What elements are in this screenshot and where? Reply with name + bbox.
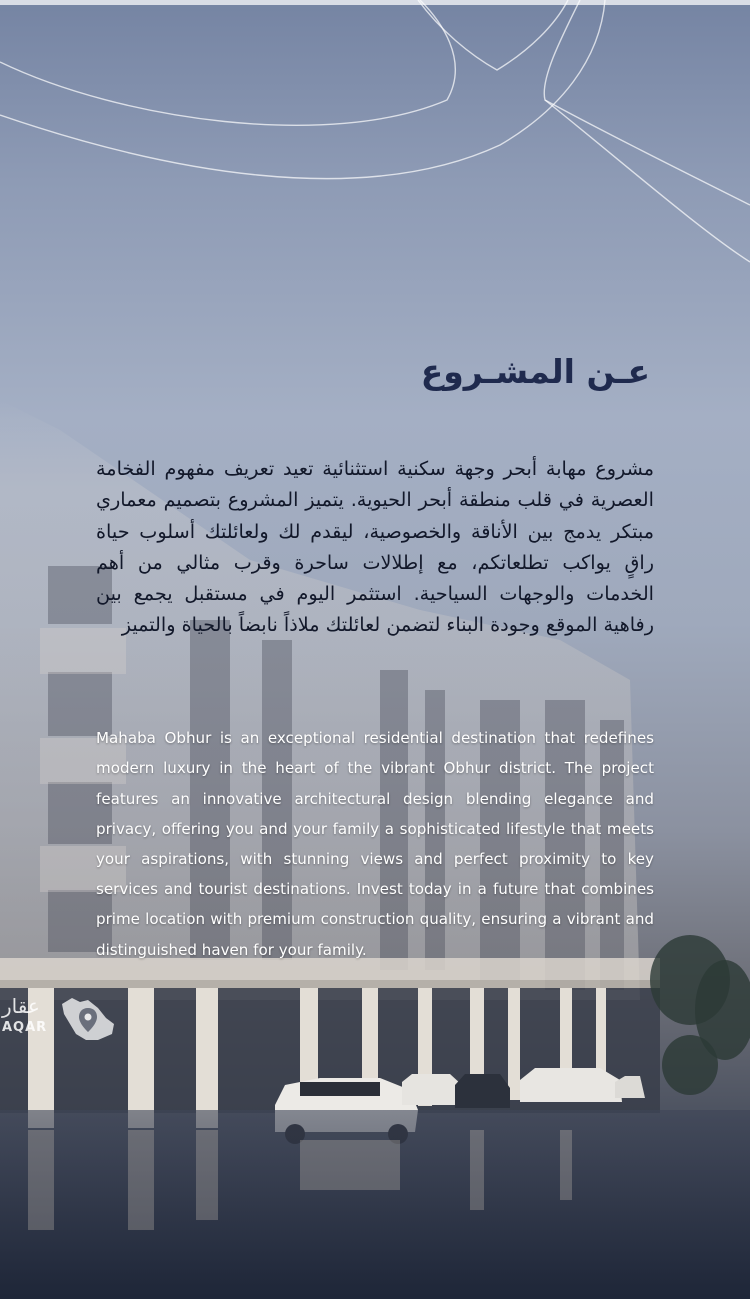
watermark-brand-arabic: عقار: [2, 994, 40, 1018]
arabic-description: مشروع مهابة أبحر وجهة سكنية استثنائية تعيد تعريف مفهوم الفخامة العصرية في قلب منطقة أبحر الحيوية. يتميز المشروع بتصميم معماري مبتكر يدمج بين الأناقة والخصوصية، ليقدم لك ولعائلتك أسلوب حياة راقٍ يواكب تطلعاتكم، مع إطلالات ساحرة وقرب مثالي من أهم الخدمات والوجهات السياحية. استثمر اليوم في مستقبل يجمع بين رفاهية الموقع وجودة البناء لتضمن لعائلتك ملاذاً نابضاً بالحياة والتميز: [96, 457, 654, 637]
watermark-brand-english: AQAR: [2, 1020, 48, 1035]
section-title: عـن المشـروع: [420, 352, 650, 392]
aqar-watermark: [0, 994, 120, 1046]
english-description: Mahaba Obhur is an exceptional residential destination that redefines modern luxury in the heart of the vibrant Obhur district. The project features an innovative architectural design blending elegance and privacy, offering you and your family a sophisticated lifestyle that meets your aspirations, with stunning views and perfect proximity to key services and tourist destinations. Invest today in a future that combines prime location with premium construction quality, ensuring a vibrant and distinguished haven for your family.: [96, 729, 654, 959]
saudi-map-pin-icon: [58, 994, 118, 1044]
